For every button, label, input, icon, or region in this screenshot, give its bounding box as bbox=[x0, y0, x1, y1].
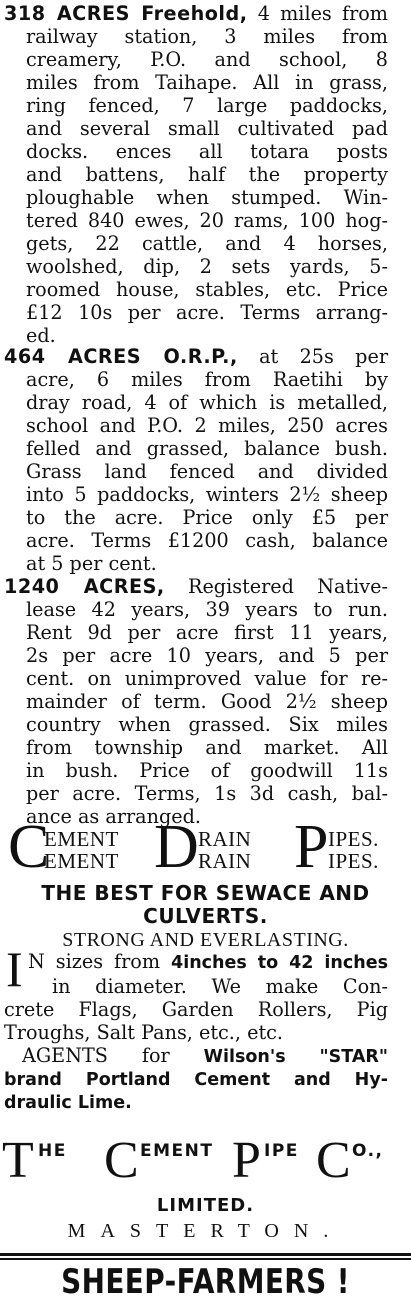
title-initial-c: C bbox=[8, 813, 50, 881]
company-ement: EMENT bbox=[140, 1141, 214, 1161]
listing-text: at 25s per bbox=[237, 345, 388, 368]
listing-text: 2s per acre 10 years, and 5 per bbox=[26, 644, 388, 667]
listing-text: creamery, P.O. and school, 8 bbox=[26, 48, 388, 71]
ad-heading-line-1: THE BEST FOR SEWACE AND bbox=[41, 881, 370, 905]
listing-line bbox=[4, 209, 388, 232]
listing-text: railway station, 3 miles from bbox=[26, 25, 388, 48]
listing-line bbox=[4, 667, 388, 690]
listing-line bbox=[4, 736, 388, 759]
listing-heading: 1240 ACRES, bbox=[4, 575, 165, 598]
company-initial-co: C bbox=[316, 1132, 351, 1189]
listing-text: ring fenced, 7 large paddocks, bbox=[26, 94, 388, 117]
ad-body-line-5b: Wilson's "STAR" bbox=[203, 1047, 388, 1067]
listing-text: woolshed, dip, 2 sets yards, 5- bbox=[26, 255, 388, 278]
listing-text: and battens, half the property bbox=[26, 163, 388, 186]
listing-line bbox=[4, 713, 388, 736]
title-cement-1: EMENT bbox=[44, 827, 119, 851]
listing-text: roomed house, stables, etc. Price bbox=[26, 278, 388, 301]
listing-line bbox=[4, 506, 388, 529]
listing-line bbox=[4, 460, 388, 483]
listing-line bbox=[4, 117, 388, 140]
section-rule-thin bbox=[0, 1258, 411, 1260]
title-drain-1: RAIN bbox=[198, 827, 252, 851]
listing-text: cent. on unimproved value for re- bbox=[26, 667, 388, 690]
ad-body-line-7: draulic Lime. bbox=[4, 1093, 132, 1113]
ad-body-drop-initial: I bbox=[6, 941, 23, 997]
listing-line bbox=[4, 598, 388, 621]
listing-line bbox=[4, 483, 388, 506]
title-initial-p: P bbox=[294, 813, 329, 881]
listing-line bbox=[4, 575, 388, 598]
title-pipes-1: IPES. bbox=[328, 827, 379, 851]
listing-text: tered 840 ewes, 20 rams, 100 hog- bbox=[26, 209, 388, 232]
ad-body bbox=[4, 950, 388, 1115]
listing-line bbox=[4, 621, 388, 644]
listing-line bbox=[4, 759, 388, 782]
title-initial-d: D bbox=[154, 813, 199, 881]
listing-text: acre. Terms £1200 cash, balance bbox=[26, 529, 388, 552]
listing-text: Rent 9d per acre first 11 years, bbox=[26, 621, 388, 644]
ad-body-line-4: Troughs, Salt Pans, etc., etc. bbox=[4, 1021, 284, 1044]
listing-line bbox=[4, 414, 388, 437]
listing-line bbox=[4, 368, 388, 391]
listing-text: school and P.O. 2 miles, 250 acres bbox=[26, 414, 388, 437]
listing-text: 4 miles from bbox=[247, 2, 388, 25]
company-town: MASTERTON. bbox=[67, 1220, 344, 1242]
listing-text: mainder of term. Good 2½ sheep bbox=[26, 690, 388, 713]
listing-text: ploughable when stumped. Win- bbox=[26, 186, 388, 209]
company-name bbox=[0, 1132, 411, 1195]
title-pipes-2: IPES. bbox=[328, 849, 379, 873]
section-rule bbox=[0, 1253, 411, 1256]
ad-body-line-5 bbox=[4, 1044, 388, 1069]
listing-text: £12 10s per acre. Terms arrang- bbox=[26, 301, 388, 324]
listing-line bbox=[4, 25, 388, 48]
listing-text: ance as arranged. bbox=[26, 805, 201, 828]
ad-body-line-5a: AGENTS for bbox=[22, 1044, 204, 1067]
listing-line bbox=[4, 324, 388, 347]
listing-text: gets, 22 cattle, and 4 horses, bbox=[26, 232, 388, 255]
ad-body-line-1a: N sizes from bbox=[28, 950, 172, 973]
listing-line bbox=[4, 255, 388, 278]
listing-line bbox=[4, 48, 388, 71]
listing-line bbox=[4, 94, 388, 117]
ad-heading-line-2: CULVERTS. bbox=[143, 904, 268, 928]
listing-text: ed. bbox=[26, 324, 56, 347]
sheep-farmers-headline: SHEEP-FARMERS ! bbox=[61, 1262, 350, 1302]
title-drain-2: RAIN bbox=[198, 849, 252, 873]
listing-text: Registered Native- bbox=[164, 575, 388, 598]
company-limited: LIMITED. bbox=[156, 1195, 255, 1216]
company-o: O., bbox=[352, 1141, 384, 1161]
ad-subheading: STRONG AND EVERLASTING. bbox=[62, 929, 349, 951]
listing-text: country when grassed. Six miles bbox=[26, 713, 388, 736]
listing-text: in bush. Price of goodwill 11s bbox=[26, 759, 388, 782]
listing-line bbox=[4, 163, 388, 186]
listing-text: docks. ences all totara posts bbox=[26, 140, 388, 163]
listing-text: lease 42 years, 39 years to run. bbox=[26, 598, 388, 621]
listing-text: acre, 6 miles from Raetihi by bbox=[26, 368, 388, 391]
property-listing-318-acres bbox=[4, 2, 388, 347]
title-cement-2: EMENT bbox=[44, 849, 119, 873]
listing-text: into 5 paddocks, winters 2½ sheep bbox=[26, 483, 388, 506]
property-listing-464-acres bbox=[4, 345, 388, 575]
listing-heading: 318 ACRES Freehold, bbox=[4, 2, 248, 25]
listing-line bbox=[4, 690, 388, 713]
listing-line bbox=[4, 186, 388, 209]
listing-line bbox=[4, 782, 388, 805]
listing-line bbox=[4, 278, 388, 301]
company-ipe: IPE bbox=[264, 1141, 299, 1161]
company-initial-c: C bbox=[104, 1132, 139, 1189]
listing-text: from township and market. All bbox=[26, 736, 388, 759]
listing-text: dray road, 4 of which is metalled, bbox=[26, 391, 388, 414]
listing-line bbox=[4, 552, 388, 575]
ad-body-line-2: in diameter. We make Con- bbox=[52, 975, 388, 998]
listing-line bbox=[4, 301, 388, 324]
ad-body-line-1b: 4inches to 42 inches bbox=[171, 953, 388, 973]
listing-text: per acre. Terms, 1s 3d cash, bal- bbox=[26, 782, 388, 805]
listing-text: felled and grassed, balance bush. bbox=[26, 437, 388, 460]
listing-heading: 464 ACRES O.R.P., bbox=[4, 345, 238, 368]
listing-text: at 5 per cent. bbox=[26, 552, 157, 575]
listing-text: and several small cultivated pad bbox=[26, 117, 388, 140]
listing-text: Grass land fenced and divided bbox=[26, 460, 388, 483]
property-listing-1240-acres bbox=[4, 575, 388, 828]
listing-line bbox=[4, 529, 388, 552]
ad-body-line-3: crete Flags, Garden Rollers, Pig bbox=[4, 998, 388, 1021]
company-he: HE bbox=[38, 1141, 67, 1161]
company-initial-p: P bbox=[232, 1132, 261, 1189]
listing-line bbox=[4, 232, 388, 255]
ad-body-line-1 bbox=[4, 950, 388, 975]
ad-body-line-6: brand Portland Cement and Hy- bbox=[4, 1070, 388, 1090]
listing-text: miles from Taihape. All in grass, bbox=[26, 71, 388, 94]
listing-line bbox=[4, 391, 388, 414]
listing-text: to the acre. Price only £5 per bbox=[26, 506, 388, 529]
listing-line bbox=[4, 345, 388, 368]
listing-line bbox=[4, 140, 388, 163]
listing-line bbox=[4, 437, 388, 460]
company-initial-t: T bbox=[2, 1132, 34, 1189]
listing-line bbox=[4, 644, 388, 667]
listing-line bbox=[4, 71, 388, 94]
listing-line bbox=[4, 2, 388, 25]
